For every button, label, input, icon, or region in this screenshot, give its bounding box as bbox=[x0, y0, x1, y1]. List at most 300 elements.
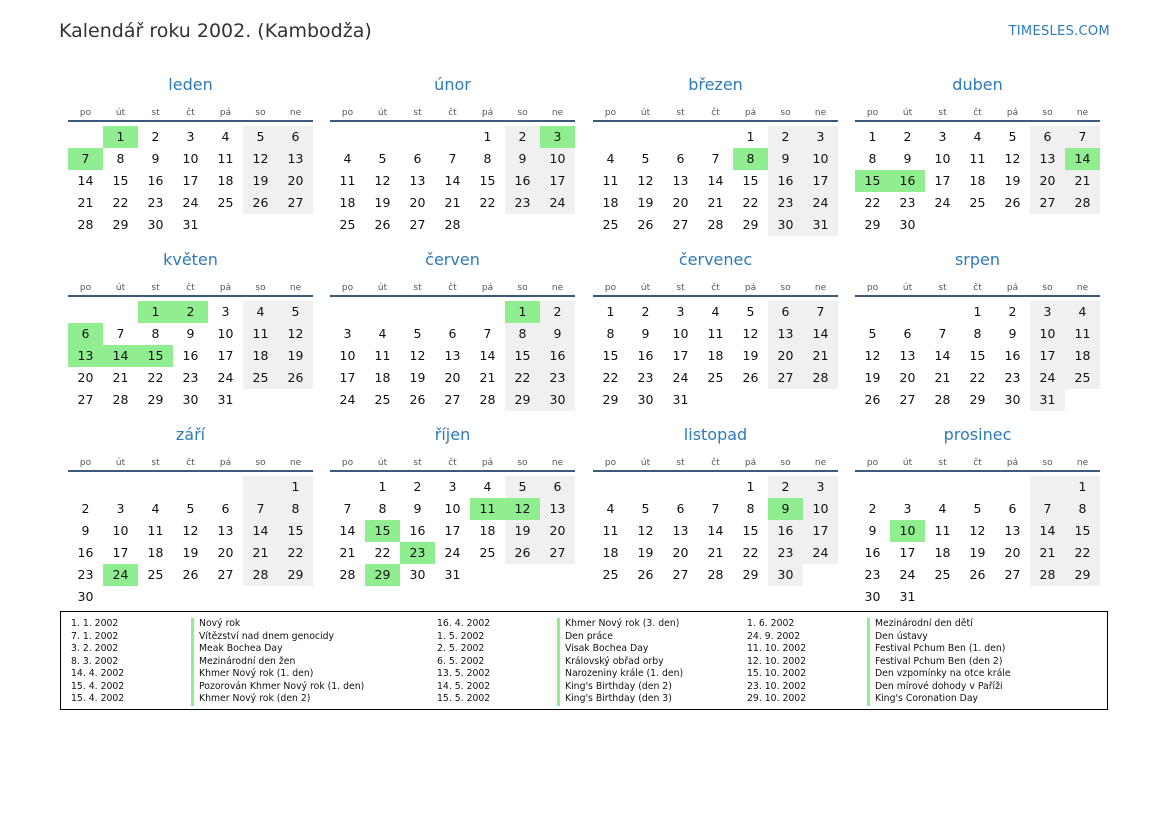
day-cell: 10 bbox=[803, 498, 838, 520]
weekday-label: po bbox=[866, 283, 879, 293]
day-cell: 4 bbox=[343, 151, 352, 166]
day-cell: 6 bbox=[903, 326, 912, 341]
day-cell: 10 bbox=[672, 326, 689, 341]
day-cell: 27 bbox=[1004, 567, 1021, 582]
weekday-label: čt bbox=[711, 458, 720, 468]
weekday-label: čt bbox=[186, 108, 195, 118]
day-cell: 19 bbox=[864, 370, 881, 385]
day-cell: 3 bbox=[116, 501, 125, 516]
day-cell: 31 bbox=[672, 392, 689, 407]
month-calendar bbox=[330, 422, 575, 586]
day-cell: 28 bbox=[707, 217, 724, 232]
weekday-label: po bbox=[341, 108, 354, 118]
day-cell: 1 bbox=[606, 304, 615, 319]
empty-day-cell bbox=[628, 126, 663, 148]
month-name: únor bbox=[434, 75, 471, 94]
empty-day-cell bbox=[855, 301, 890, 323]
weekday-label: so bbox=[1042, 108, 1053, 118]
weekday-label: út bbox=[377, 108, 388, 118]
weekday-label: pá bbox=[1006, 108, 1019, 118]
weekday-label: čt bbox=[973, 458, 982, 468]
day-cell: 24 bbox=[339, 392, 356, 407]
legend-row bbox=[437, 668, 683, 681]
day-cell: 8 bbox=[505, 323, 540, 345]
day-cell: 18 bbox=[602, 195, 619, 210]
day-cell: 28 bbox=[707, 567, 724, 582]
legend-date: 7. 1. 2002 bbox=[71, 630, 119, 642]
empty-day-cell bbox=[960, 476, 995, 498]
weekday-label: čt bbox=[711, 283, 720, 293]
day-cell: 1 bbox=[483, 129, 492, 144]
legend-date: 14. 5. 2002 bbox=[437, 680, 491, 692]
day-cell: 23 bbox=[768, 542, 803, 564]
day-cell: 26 bbox=[969, 567, 986, 582]
day-cell: 23 bbox=[540, 367, 575, 389]
day-cell: 13 bbox=[409, 173, 426, 188]
weekday-label: pá bbox=[481, 283, 494, 293]
day-cell: 10 bbox=[217, 326, 234, 341]
empty-day-cell bbox=[698, 126, 733, 148]
day-cell: 11 bbox=[1065, 323, 1100, 345]
day-cell: 20 bbox=[1030, 170, 1065, 192]
day-cell: 18 bbox=[339, 195, 356, 210]
day-cell: 28 bbox=[934, 392, 951, 407]
day-cell: 16 bbox=[147, 173, 164, 188]
day-cell: 30 bbox=[768, 214, 803, 236]
legend-holiday-name: King's Birthday (den 3) bbox=[557, 693, 672, 706]
weekday-label: út bbox=[377, 458, 388, 468]
month-calendar bbox=[593, 422, 838, 586]
day-cell: 22 bbox=[505, 367, 540, 389]
weekday-label: ne bbox=[551, 283, 564, 293]
day-cell: 18 bbox=[217, 173, 234, 188]
empty-day-cell bbox=[435, 126, 470, 148]
day-cell: 29 bbox=[147, 392, 164, 407]
day-cell: 30 bbox=[1004, 392, 1021, 407]
weekday-header bbox=[330, 98, 575, 122]
weekday-label: po bbox=[604, 283, 617, 293]
day-cell: 20 bbox=[1004, 545, 1021, 560]
day-cell: 8 bbox=[973, 326, 982, 341]
legend-row bbox=[437, 656, 683, 669]
day-grid bbox=[68, 126, 313, 236]
day-cell: 7 bbox=[1065, 126, 1100, 148]
month-calendar bbox=[593, 72, 838, 236]
day-cell: 14 bbox=[243, 520, 278, 542]
day-cell: 13 bbox=[899, 348, 916, 363]
holiday-day-cell: 10 bbox=[890, 520, 925, 542]
day-cell: 21 bbox=[1030, 542, 1065, 564]
day-cell: 14 bbox=[803, 323, 838, 345]
empty-day-cell bbox=[330, 476, 365, 498]
weekday-header bbox=[68, 98, 313, 122]
day-cell: 17 bbox=[112, 545, 129, 560]
weekday-label: čt bbox=[448, 283, 457, 293]
weekday-label: po bbox=[866, 458, 879, 468]
day-cell: 2 bbox=[768, 126, 803, 148]
day-cell: 19 bbox=[409, 370, 426, 385]
day-cell: 21 bbox=[934, 370, 951, 385]
weekday-header bbox=[330, 273, 575, 297]
day-cell: 27 bbox=[540, 542, 575, 564]
day-cell: 2 bbox=[413, 479, 422, 494]
day-cell: 25 bbox=[1065, 367, 1100, 389]
weekday-label: st bbox=[413, 458, 422, 468]
day-cell: 30 bbox=[864, 589, 881, 604]
day-cell: 27 bbox=[1030, 192, 1065, 214]
day-cell: 22 bbox=[742, 195, 759, 210]
weekday-label: so bbox=[780, 458, 791, 468]
day-cell: 14 bbox=[339, 523, 356, 538]
legend-holiday-name: Nový rok bbox=[191, 618, 240, 631]
day-cell: 20 bbox=[217, 545, 234, 560]
day-cell: 20 bbox=[768, 345, 803, 367]
day-cell: 12 bbox=[969, 523, 986, 538]
empty-day-cell bbox=[330, 126, 365, 148]
day-cell: 16 bbox=[768, 520, 803, 542]
day-cell: 25 bbox=[602, 217, 619, 232]
month-calendar bbox=[855, 247, 1100, 411]
weekday-header bbox=[593, 98, 838, 122]
month-name: prosinec bbox=[943, 425, 1012, 444]
day-cell: 22 bbox=[602, 370, 619, 385]
day-cell: 3 bbox=[903, 501, 912, 516]
legend-holiday-name: Pozorován Khmer Nový rok (1. den) bbox=[191, 681, 364, 694]
day-cell: 2 bbox=[540, 301, 575, 323]
day-cell: 29 bbox=[742, 567, 759, 582]
day-cell: 15 bbox=[505, 345, 540, 367]
legend-row bbox=[71, 631, 364, 644]
day-cell: 17 bbox=[217, 348, 234, 363]
weekday-label: pá bbox=[481, 108, 494, 118]
legend-date: 15. 4. 2002 bbox=[71, 693, 125, 704]
holiday-day-cell: 7 bbox=[68, 148, 103, 170]
empty-day-cell bbox=[855, 476, 890, 498]
day-cell: 22 bbox=[278, 542, 313, 564]
day-cell: 1 bbox=[746, 129, 755, 144]
day-cell: 7 bbox=[711, 501, 720, 516]
legend-holiday-name: Mezinárodní den dětí bbox=[867, 618, 973, 631]
empty-day-cell bbox=[365, 126, 400, 148]
day-cell: 18 bbox=[602, 545, 619, 560]
day-cell: 9 bbox=[505, 148, 540, 170]
day-grid bbox=[855, 126, 1100, 236]
holiday-day-cell: 15 bbox=[138, 345, 173, 367]
weekday-label: po bbox=[604, 458, 617, 468]
day-cell: 1 bbox=[868, 129, 877, 144]
day-cell: 5 bbox=[413, 326, 422, 341]
day-cell: 11 bbox=[602, 173, 619, 188]
holiday-day-cell: 11 bbox=[470, 498, 505, 520]
weekday-label: po bbox=[866, 108, 879, 118]
day-cell: 30 bbox=[540, 389, 575, 411]
day-cell: 8 bbox=[606, 326, 615, 341]
legend-row bbox=[437, 631, 683, 644]
day-cell: 6 bbox=[540, 476, 575, 498]
weekday-label: út bbox=[377, 283, 388, 293]
day-cell: 22 bbox=[479, 195, 496, 210]
day-cell: 4 bbox=[483, 479, 492, 494]
empty-day-cell bbox=[925, 301, 960, 323]
day-cell: 25 bbox=[934, 567, 951, 582]
legend-date: 29. 10. 2002 bbox=[747, 693, 807, 704]
weekday-label: so bbox=[517, 458, 528, 468]
day-cell: 25 bbox=[339, 217, 356, 232]
day-cell: 13 bbox=[444, 348, 461, 363]
day-cell: 30 bbox=[637, 392, 654, 407]
holiday-day-cell: 2 bbox=[173, 301, 208, 323]
legend-row bbox=[71, 668, 364, 681]
day-cell: 28 bbox=[444, 217, 461, 232]
day-cell: 23 bbox=[637, 370, 654, 385]
day-cell: 30 bbox=[77, 589, 94, 604]
day-cell: 5 bbox=[505, 476, 540, 498]
day-cell: 3 bbox=[448, 479, 457, 494]
weekday-label: st bbox=[151, 458, 160, 468]
legend-date: 24. 9. 2002 bbox=[747, 630, 801, 642]
weekday-label: st bbox=[413, 108, 422, 118]
legend-row bbox=[437, 681, 683, 694]
day-cell: 3 bbox=[343, 326, 352, 341]
holiday-day-cell: 9 bbox=[768, 498, 803, 520]
weekday-label: út bbox=[115, 283, 126, 293]
site-link[interactable]: TIMESLES.COM bbox=[1008, 24, 1110, 39]
day-cell: 1 bbox=[973, 304, 982, 319]
day-cell: 3 bbox=[676, 304, 685, 319]
day-cell: 4 bbox=[151, 501, 160, 516]
day-cell: 12 bbox=[637, 173, 654, 188]
weekday-label: út bbox=[640, 283, 651, 293]
weekday-label: po bbox=[604, 108, 617, 118]
day-cell: 23 bbox=[768, 192, 803, 214]
day-cell: 15 bbox=[742, 173, 759, 188]
day-cell: 18 bbox=[934, 545, 951, 560]
weekday-label: st bbox=[938, 108, 947, 118]
day-cell: 4 bbox=[606, 501, 615, 516]
day-cell: 20 bbox=[672, 545, 689, 560]
day-grid bbox=[593, 126, 838, 236]
legend-row bbox=[437, 618, 683, 631]
month-calendar bbox=[855, 72, 1100, 236]
day-cell: 4 bbox=[221, 129, 230, 144]
holiday-day-cell: 29 bbox=[365, 564, 400, 586]
day-cell: 29 bbox=[278, 564, 313, 586]
day-cell: 19 bbox=[742, 348, 759, 363]
day-cell: 27 bbox=[217, 567, 234, 582]
legend-date: 3. 2. 2002 bbox=[71, 643, 119, 654]
weekday-label: ne bbox=[1076, 458, 1089, 468]
day-cell: 24 bbox=[672, 370, 689, 385]
day-cell: 18 bbox=[1065, 345, 1100, 367]
day-cell: 11 bbox=[217, 151, 234, 166]
day-cell: 3 bbox=[186, 129, 195, 144]
day-cell: 9 bbox=[903, 151, 912, 166]
legend-date: 14. 4. 2002 bbox=[71, 668, 125, 679]
legend-holiday-name: Visak Bochea Day bbox=[557, 643, 648, 656]
day-cell: 26 bbox=[243, 192, 278, 214]
day-cell: 11 bbox=[934, 523, 951, 538]
empty-day-cell bbox=[890, 476, 925, 498]
day-cell: 5 bbox=[378, 151, 387, 166]
day-cell: 26 bbox=[278, 367, 313, 389]
day-cell: 15 bbox=[479, 173, 496, 188]
empty-day-cell bbox=[890, 301, 925, 323]
day-cell: 14 bbox=[77, 173, 94, 188]
weekday-label: so bbox=[1042, 283, 1053, 293]
day-cell: 22 bbox=[864, 195, 881, 210]
month-name: červen bbox=[425, 250, 480, 269]
day-cell: 9 bbox=[641, 326, 650, 341]
legend-date: 1. 1. 2002 bbox=[71, 618, 119, 629]
day-cell: 10 bbox=[182, 151, 199, 166]
day-cell: 2 bbox=[81, 501, 90, 516]
day-grid bbox=[330, 476, 575, 586]
day-cell: 20 bbox=[540, 520, 575, 542]
day-cell: 6 bbox=[768, 301, 803, 323]
day-cell: 20 bbox=[672, 195, 689, 210]
day-cell: 11 bbox=[339, 173, 356, 188]
weekday-label: po bbox=[79, 283, 92, 293]
day-cell: 28 bbox=[243, 564, 278, 586]
day-cell: 28 bbox=[479, 392, 496, 407]
legend-row bbox=[747, 631, 1011, 644]
day-cell: 19 bbox=[637, 545, 654, 560]
weekday-label: čt bbox=[448, 458, 457, 468]
weekday-label: pá bbox=[219, 283, 232, 293]
day-cell: 17 bbox=[540, 170, 575, 192]
weekday-label: út bbox=[640, 458, 651, 468]
empty-day-cell bbox=[138, 476, 173, 498]
day-cell: 17 bbox=[182, 173, 199, 188]
weekday-label: st bbox=[938, 458, 947, 468]
day-grid bbox=[593, 301, 838, 411]
day-cell: 3 bbox=[1030, 301, 1065, 323]
day-cell: 6 bbox=[278, 126, 313, 148]
day-grid bbox=[68, 476, 313, 608]
weekday-label: pá bbox=[1006, 283, 1019, 293]
day-cell: 15 bbox=[602, 348, 619, 363]
month-name: květen bbox=[163, 250, 218, 269]
empty-day-cell bbox=[995, 476, 1030, 498]
day-cell: 17 bbox=[444, 523, 461, 538]
day-cell: 27 bbox=[899, 392, 916, 407]
day-cell: 23 bbox=[899, 195, 916, 210]
day-cell: 24 bbox=[803, 542, 838, 564]
empty-day-cell bbox=[103, 301, 138, 323]
day-cell: 13 bbox=[672, 173, 689, 188]
legend-date: 13. 5. 2002 bbox=[437, 668, 491, 679]
day-cell: 9 bbox=[151, 151, 160, 166]
legend-holiday-name: Khmer Nový rok (den 2) bbox=[191, 693, 310, 706]
weekday-label: pá bbox=[219, 108, 232, 118]
weekday-label: st bbox=[413, 283, 422, 293]
day-cell: 10 bbox=[444, 501, 461, 516]
weekday-label: so bbox=[255, 458, 266, 468]
day-cell: 2 bbox=[151, 129, 160, 144]
weekday-label: so bbox=[255, 283, 266, 293]
empty-day-cell bbox=[330, 301, 365, 323]
day-cell: 24 bbox=[1030, 367, 1065, 389]
day-cell: 12 bbox=[182, 523, 199, 538]
weekday-label: so bbox=[517, 283, 528, 293]
day-cell: 28 bbox=[1065, 192, 1100, 214]
day-cell: 31 bbox=[803, 214, 838, 236]
day-cell: 25 bbox=[243, 367, 278, 389]
weekday-header bbox=[593, 273, 838, 297]
day-cell: 22 bbox=[374, 545, 391, 560]
day-cell: 18 bbox=[479, 523, 496, 538]
day-cell: 28 bbox=[112, 392, 129, 407]
day-cell: 22 bbox=[147, 370, 164, 385]
day-cell: 22 bbox=[969, 370, 986, 385]
day-cell: 12 bbox=[637, 523, 654, 538]
legend-row bbox=[747, 681, 1011, 694]
day-cell: 30 bbox=[899, 217, 916, 232]
day-cell: 9 bbox=[540, 323, 575, 345]
day-cell: 26 bbox=[505, 542, 540, 564]
day-cell: 21 bbox=[339, 545, 356, 560]
day-cell: 16 bbox=[1004, 348, 1021, 363]
empty-day-cell bbox=[435, 301, 470, 323]
weekday-label: pá bbox=[744, 108, 757, 118]
holiday-day-cell: 1 bbox=[103, 126, 138, 148]
legend-holiday-name: King's Birthday (den 2) bbox=[557, 681, 672, 694]
day-cell: 26 bbox=[637, 217, 654, 232]
weekday-label: ne bbox=[1076, 108, 1089, 118]
day-cell: 7 bbox=[711, 151, 720, 166]
weekday-label: pá bbox=[744, 283, 757, 293]
day-cell: 31 bbox=[217, 392, 234, 407]
day-cell: 17 bbox=[339, 370, 356, 385]
day-grid bbox=[68, 301, 313, 411]
day-cell: 11 bbox=[374, 348, 391, 363]
day-cell: 29 bbox=[112, 217, 129, 232]
legend-row bbox=[71, 693, 364, 706]
day-cell: 5 bbox=[641, 151, 650, 166]
weekday-label: st bbox=[151, 108, 160, 118]
day-cell: 26 bbox=[1004, 195, 1021, 210]
day-cell: 26 bbox=[409, 392, 426, 407]
day-cell: 5 bbox=[186, 501, 195, 516]
legend-row bbox=[747, 643, 1011, 656]
legend-date: 8. 3. 2002 bbox=[71, 655, 119, 667]
day-cell: 23 bbox=[182, 370, 199, 385]
day-cell: 4 bbox=[378, 326, 387, 341]
day-cell: 23 bbox=[1004, 370, 1021, 385]
month-name: duben bbox=[952, 75, 1003, 94]
day-cell: 15 bbox=[969, 348, 986, 363]
day-cell: 17 bbox=[672, 348, 689, 363]
empty-day-cell bbox=[68, 476, 103, 498]
day-cell: 23 bbox=[77, 567, 94, 582]
day-cell: 10 bbox=[339, 348, 356, 363]
month-name: listopad bbox=[683, 425, 748, 444]
day-cell: 26 bbox=[182, 567, 199, 582]
day-cell: 2 bbox=[1008, 304, 1017, 319]
day-cell: 2 bbox=[505, 126, 540, 148]
day-cell: 15 bbox=[278, 520, 313, 542]
day-cell: 5 bbox=[868, 326, 877, 341]
holiday-day-cell: 16 bbox=[890, 170, 925, 192]
legend-holiday-name: King's Coronation Day bbox=[867, 693, 978, 706]
day-grid bbox=[330, 126, 575, 236]
day-cell: 17 bbox=[803, 520, 838, 542]
day-cell: 20 bbox=[899, 370, 916, 385]
legend-holiday-name: Vítězství nad dnem genocidy bbox=[191, 631, 334, 644]
day-cell: 12 bbox=[409, 348, 426, 363]
day-cell: 11 bbox=[707, 326, 724, 341]
day-cell: 6 bbox=[1030, 126, 1065, 148]
